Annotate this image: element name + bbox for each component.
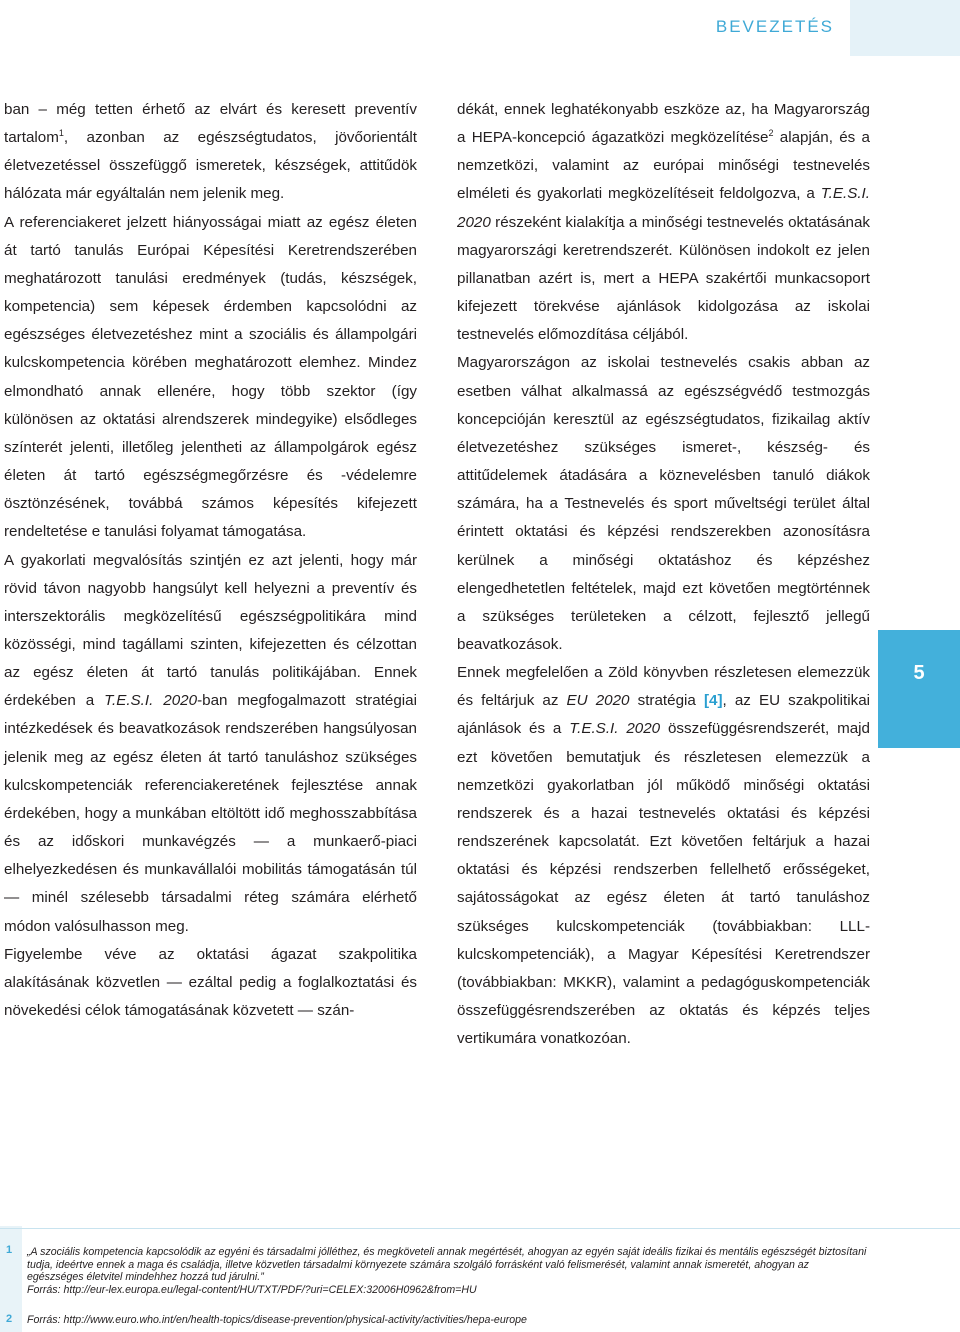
footnote-1-source[interactable]: Forrás: http://eur-lex.europa.eu/legal-content/HU/TXT/PDF/?uri=CELEX:32006H0962&from=HU <box>27 1283 477 1296</box>
footnote-divider <box>0 1228 960 1229</box>
footnote-1-text: „A szociális kompetencia kapcsolódik az egyéni és társadalmi jólléthez, és megköveteli annak megértését, ahogyan az egyén saját ideális fizikai és mentális egészségét biztosítani tudja, ideértve ennek a maga és családja, illetve közvetlen társadalmi környezete számára szolgáló forrásként való felismerését, valamint annak ismeretét, ahogyan az egészséges életvitel mindehhez hozzá tud járulni.” <box>27 1246 867 1284</box>
footnote-1 <box>27 1246 867 1296</box>
tesi-title: T.E.S.I. 2020 <box>457 185 870 231</box>
left-column <box>4 96 417 1025</box>
right-paragraph-2: Magyarországon az iskolai testnevelés csakis abban az esetben válhat alkalmassá az egészségvédő testmozgás koncepcióján keresztül az egészségtudatos, fizikailag aktív életvezetéshez szükséges ismeret-, készség- és attitűdelemek átadására a köznevelésben tanuló diákok számára, ha a Testnevelés és sport műveltségi terület által érintett oktatási és képzési rendszerekben azonosításra kerülnek a minőségi oktatáshoz és képzéshez elengedhetetlen feltételek, majd ezt követően megtörténnek a szükséges területeken a célzott, fejlesztő jellegű beavatkozások. <box>457 354 870 653</box>
page-number-tab <box>878 630 960 748</box>
eu2020-title: EU 2020 <box>566 692 630 710</box>
left-paragraph-3: A gyakorlati megvalósítás szintjén ez azt jelenti, hogy már rövid távon nagyobb hangsúlyt kell helyezni a preventív és interszektorális megközelítésű egészségpolitikára mind közösségi, mind tagállami szinten, kifejezetten és célzottan az egész életen át tartó tanulás politikájában. Ennek érdekében a T.E.S.I. 2020-ban megfogalmazott stratégiai intézkedések és beavatkozások rendszerében hangsúlyosan jelenik meg az egész életen át tartó tanuláshoz szükséges kulcskompetenciák referenciakeretének fejlesztése annak érdekében, hogy a munkában eltöltött idő meghosszabbítása és az időskori munkavégzés — a munkaerő-piaci elhelyezkedésen és munkavállalói mobilitás támogatásán túl — minél szélesebb társadalmi réteg számára elérhető módon valósulhasson meg. <box>4 551 417 935</box>
tesi-title: T.E.S.I. 2020 <box>569 720 661 738</box>
section-title: BEVEZETÉS <box>715 17 834 36</box>
left-paragraph-2: A referenciakeret jelzett hiányosságai miatt az egész életen át tartó tanulás Európai Képesítési Keretrendszerében meghatározott tanulási eredmények (tudás, készségek, kompetencia) sem képesek érdemben kapcsolódni az egészséges életvezetéshez mint a szociális és állampolgári kulcskompetencia körében meghatározott elemhez. Mindez elmondható annak ellenére, hogy több szektor (így különösen az oktatási alrendszerek mindegyike) elsődleges színterét jelenti, illetőleg jelentheti az állampolgárok egész életen át tartó egészségmegőrzésre és -védelemre ösztönzésének, továbbá számos képesítés kifejezett rendeltetése e tanulási folyamat támogatása. <box>4 213 417 541</box>
page-number: 5 <box>913 662 925 684</box>
footnote-2-source[interactable]: Forrás: http://www.euro.who.int/en/health-topics/disease-prevention/physical-activity/activities/hepa-europe <box>27 1314 527 1326</box>
footnote-number-1: 1 <box>6 1244 13 1256</box>
right-paragraph-3: Ennek megfelelően a Zöld könyvben részletesen elemezzük és feltárjuk az EU 2020 stratégia [4], az EU szakpolitikai ajánlások és a T.E.S.I. 2020 összefüggésrendszerét, majd ezt követően bemutatjuk és részletesen elemezzük a nemzetközi gyakorlatban jól működő minőségi oktatási rendszerek és a hazai testnevelés oktatási és képzési rendszerének kapcsolatát. Ezt követően feltárjuk a hazai oktatási és képzési rendszerben fellelhető erősségeket, sajátosságokat az egész életen át tartó tanuláshoz szükséges kulcskompetenciák (továbbiakban: LLL-kulcskompetenciák), a Magyar Képesítési Keretrendszer (továbbiakban: MKKR), valamint a pedagóguskompetenciák összefüggésrendszerében az oktatás és képzés teljes vertikumára vonatkozóan. <box>457 664 871 1048</box>
tesi-title: T.E.S.I. 2020 <box>104 692 198 710</box>
left-paragraph-4: Figyelembe véve az oktatási ágazat szakpolitika alakításának közvetlen — ezáltal pedig a foglalkoztatási és növekedési célok támogatásának közvetett — szán- <box>4 945 417 1019</box>
right-paragraph-1: dékát, ennek leghatékonyabb eszköze az, ha Magyarország a HEPA-koncepció ágazatközi megközelítése$^2$ alapján, és a nemzetközi, valamint az európai minőségi testnevelés elméleti és gyakorlati megközelítéseit feldolgozva, a T.E.S.I. 2020 részeként kialakítja a minőségi testnevelés oktatásának magyarországi keretrendszerét. Különösen indokolt ez jelen pillanatban azért is, mert a HEPA szakértői munkacsoport kifejezett törekvése ajánlások kidolgozása az iskolai testnevelés előmozdítása céljából. <box>457 101 870 344</box>
footnote-ref-1[interactable]: 1 <box>58 128 64 139</box>
footnote-ref-2[interactable]: 2 <box>768 128 774 139</box>
left-paragraph-1: ban – még tetten érhető az elvárt és keresett preventív tartalom$^1$, azonban az egészségtudatos, jövőorientált életvezetéssel összefüggő ismeretek, készségek, attitűdök hálózata már egyáltalán nem jelenik meg. <box>4 101 417 203</box>
header-strip <box>850 0 960 56</box>
footnote-number-2: 2 <box>6 1313 13 1325</box>
footnote-2 <box>27 1314 867 1327</box>
citation-ref-4[interactable]: [4] <box>703 692 723 710</box>
right-column <box>457 96 870 1053</box>
